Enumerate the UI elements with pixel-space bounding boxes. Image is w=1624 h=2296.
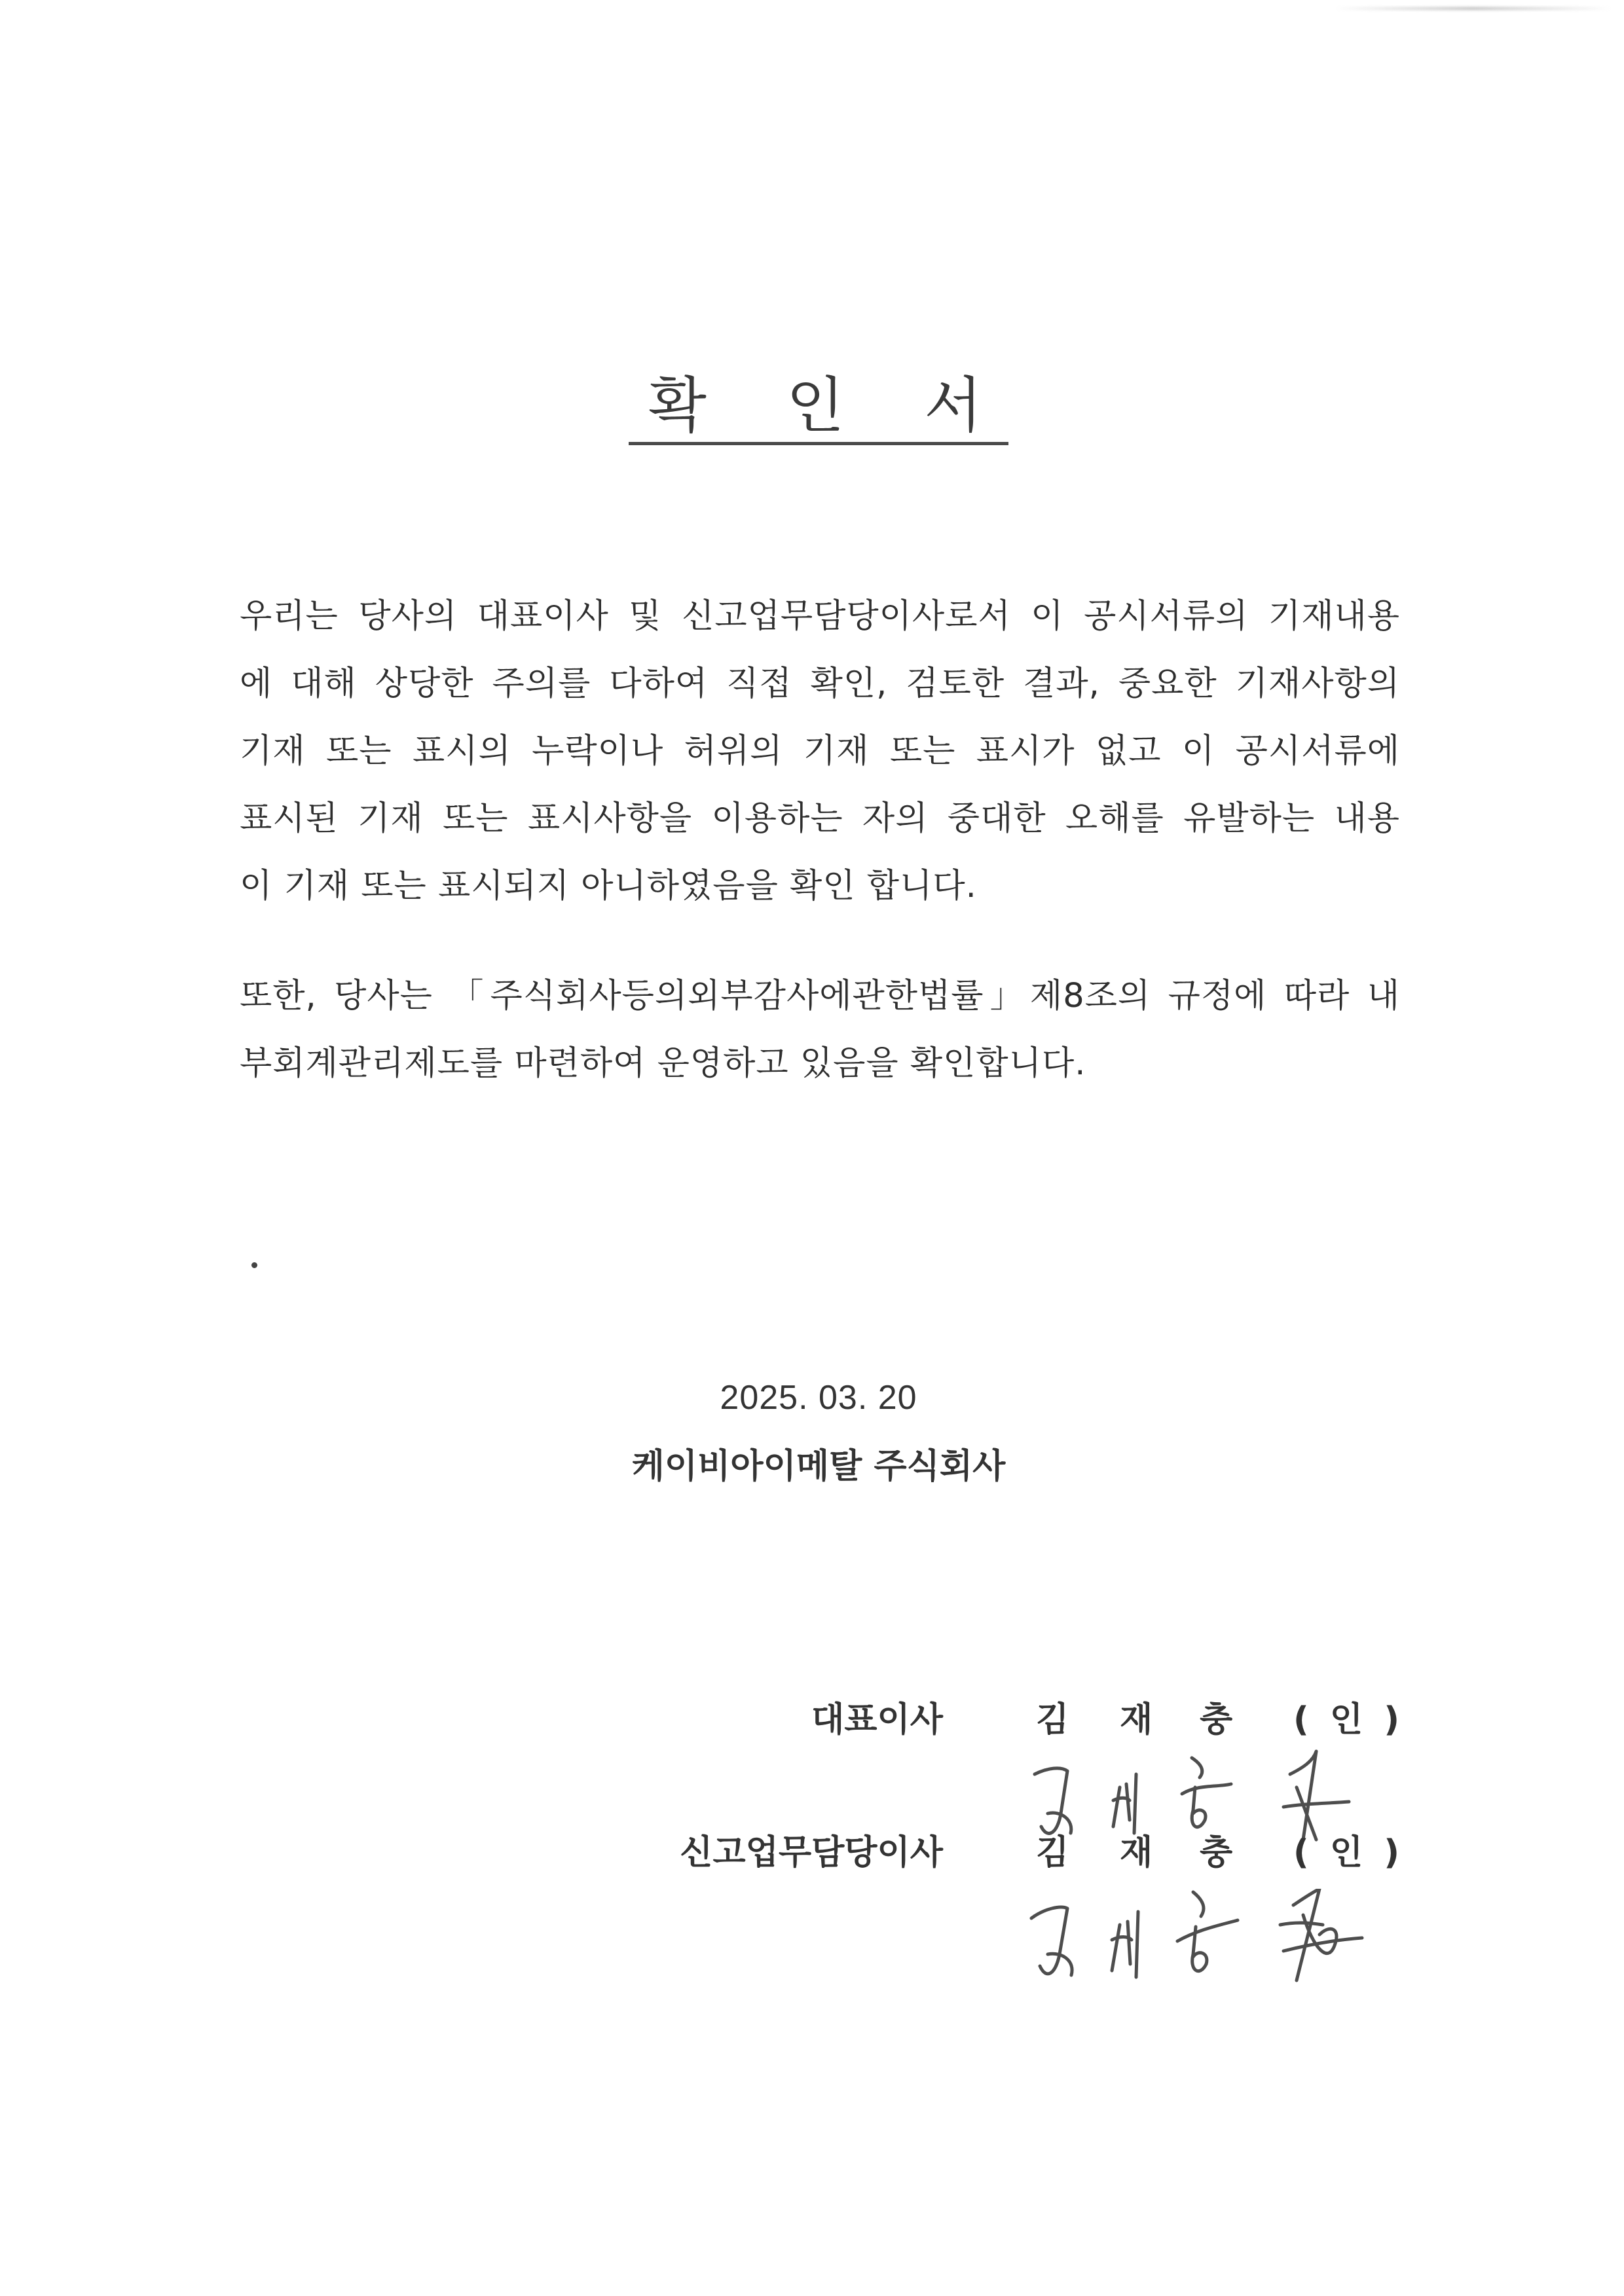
name-char: 재 xyxy=(1120,1833,1153,1872)
company-name: 케이비아이메탈 주식회사 xyxy=(631,1447,1006,1486)
name-char: 충 xyxy=(1200,1700,1233,1740)
seal-label: ( 인 ) xyxy=(1293,1833,1399,1872)
name-char: 재 xyxy=(1120,1700,1153,1740)
name-char: 충 xyxy=(1200,1833,1233,1872)
confirmation-paragraph xyxy=(240,583,1400,920)
document-date: 2025. 03. 20 xyxy=(720,1379,917,1417)
paragraph-line: 우리는 당사의 대표이사 및 신고업무담당이사로서 이 공시서류의 기재내용 xyxy=(240,597,1400,636)
stray-dot xyxy=(251,1262,257,1268)
signature-disclosure-officer-icon xyxy=(1022,1889,1414,2000)
title-char: 인 xyxy=(786,371,845,441)
internal-control-paragraph xyxy=(240,962,1400,1097)
scan-artifact xyxy=(1336,7,1611,10)
signatory-disclosure-officer xyxy=(0,1830,1624,1876)
handwritten-signature-icon xyxy=(1022,1889,1414,2000)
seal-label: ( 인 ) xyxy=(1293,1700,1399,1740)
paragraph-line: 부회계관리제도를 마련하여 운영하고 있음을 확인합니다. xyxy=(240,1044,1086,1083)
signatory-role: 신고업무담당이사 xyxy=(680,1833,943,1872)
name-char: 김 xyxy=(1036,1700,1069,1740)
paragraph-line: 표시된 기재 또는 표시사항을 이용하는 자의 중대한 오해를 유발하는 내용 xyxy=(240,799,1400,838)
title-char: 서 xyxy=(924,371,982,441)
title-char: 확 xyxy=(648,371,707,441)
paragraph-line: 이 기재 또는 표시되지 아니하였음을 확인 합니다. xyxy=(240,867,977,905)
paragraph-line: 또한, 당사는 「주식회사등의외부감사에관한법률」제8조의 규정에 따라 내 xyxy=(240,977,1400,1015)
paragraph-line: 기재 또는 표시의 누락이나 허위의 기재 또는 표시가 없고 이 공시서류에 xyxy=(240,732,1400,771)
document-title xyxy=(629,373,1008,445)
paragraph-line: 에 대해 상당한 주의를 다하여 직접 확인, 검토한 결과, 중요한 기재사항의 xyxy=(240,665,1400,703)
signatory-ceo xyxy=(0,1697,1624,1743)
signatory-role: 대표이사 xyxy=(811,1700,943,1740)
name-char: 김 xyxy=(1036,1833,1069,1872)
